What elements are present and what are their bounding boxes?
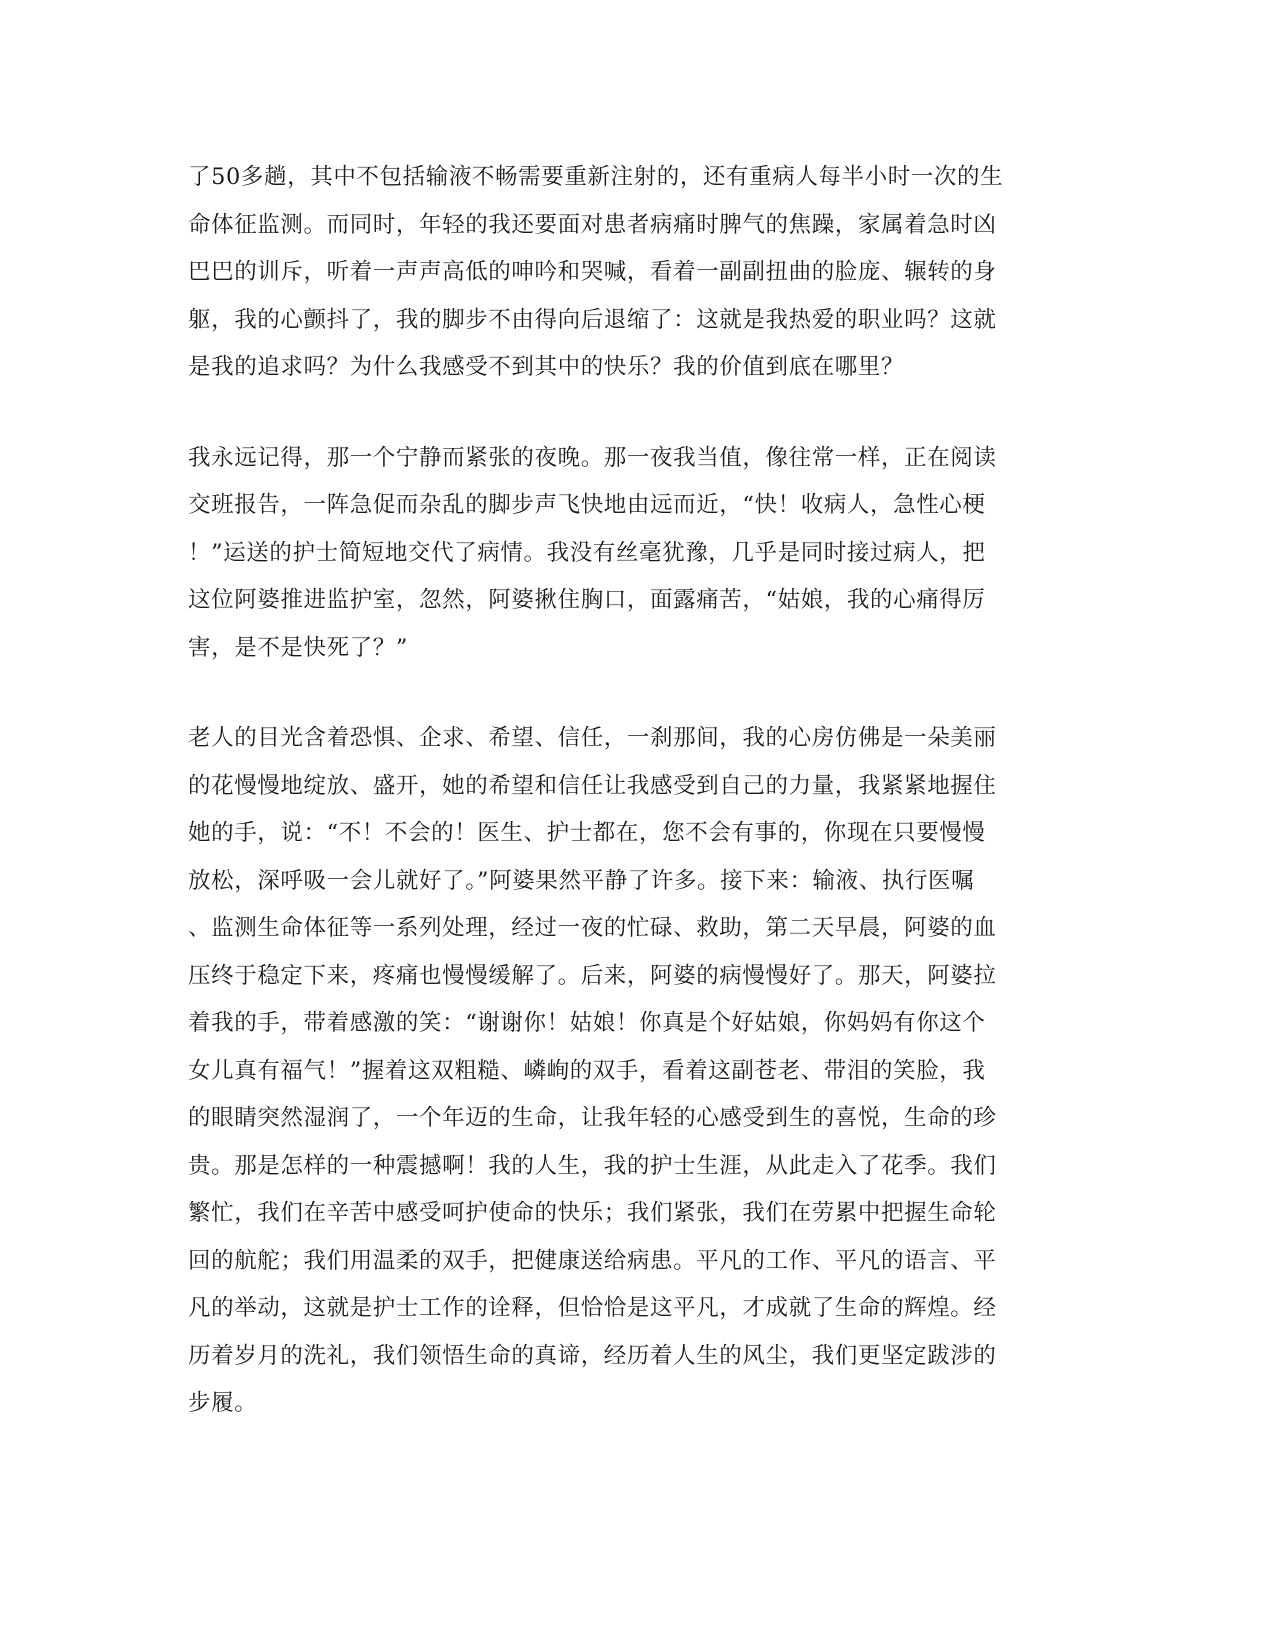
- text-line: 躯，我的心颤抖了，我的脚步不由得向后退缩了：这就是我热爱的职业吗？这就: [188, 306, 997, 333]
- text-line: 女儿真有福气！”握着这双粗糙、嶙峋的双手，看着这副苍老、带泪的笑脸，我: [188, 1057, 986, 1084]
- text-line: 的花慢慢地绽放、盛开，她的希望和信任让我感受到自己的力量，我紧紧地握住: [188, 772, 997, 799]
- text-line: 交班报告，一阵急促而杂乱的脚步声飞快地由远而近，“快！收病人，急性心梗: [188, 492, 986, 518]
- text-line: 历着岁月的洗礼，我们领悟生命的真谛，经历着人生的风尘，我们更坚定跋涉的: [188, 1342, 997, 1369]
- paragraph: [188, 154, 1028, 392]
- text-line: 繁忙，我们在辛苦中感受呵护使命的快乐；我们紧张，我们在劳累中把握生命轮: [188, 1200, 997, 1226]
- text-line: 贵。那是怎样的一种震撼啊！我的人生，我的护士生涯，从此走入了花季。我们: [188, 1152, 997, 1179]
- document-body: [188, 154, 1028, 1428]
- text-line: 老人的目光含着恐惧、企求、希望、信任，一刹那间，我的心房仿佛是一朵美丽: [188, 725, 997, 751]
- text-line: 她的手，说：“不！不会的！医生、护士都在，您不会有事的，你现在只要慢慢: [188, 820, 986, 846]
- paragraph: [188, 715, 1028, 1428]
- text-line: 凡的举动，这就是护士工作的诠释，但恰恰是这平凡，才成就了生命的辉煌。经: [188, 1295, 997, 1321]
- text-line: 了50多趟，其中不包括输液不畅需要重新注射的，还有重病人每半小时一次的生: [188, 164, 1004, 190]
- text-line: 巴巴的训斥，听着一声声高低的呻吟和哭喊，看着一副副扭曲的脸庞、辗转的身: [188, 259, 997, 285]
- text-line: 、监测生命体征等一系列处理，经过一夜的忙碌、救助，第二天早晨，阿婆的血: [188, 915, 997, 941]
- text-line: 这位阿婆推进监护室，忽然，阿婆揪住胸口，面露痛苦，“姑娘，我的心痛得厉: [188, 587, 986, 613]
- text-line: 回的航舵；我们用温柔的双手，把健康送给病患。平凡的工作、平凡的语言、平: [188, 1247, 997, 1274]
- text-line: 压终于稳定下来，疼痛也慢慢缓解了。后来，阿婆的病慢慢好了。那天，阿婆拉: [188, 962, 997, 989]
- text-line: 的眼睛突然湿润了，一个年迈的生命，让我年轻的心感受到生的喜悦，生命的珍: [188, 1105, 997, 1131]
- text-line: 步履。: [188, 1390, 258, 1416]
- text-line: 放松，深呼吸一会儿就好了。”阿婆果然平静了许多。接下来：输液、执行医嘱: [188, 867, 975, 894]
- text-line: 害，是不是快死了？”: [188, 634, 409, 661]
- text-line: 是我的追求吗？为什么我感受不到其中的快乐？我的价值到底在哪里？: [188, 354, 905, 380]
- text-line: 我永远记得，那一个宁静而紧张的夜晚。那一夜我当值，像往常一样，正在阅读: [188, 444, 997, 471]
- text-line: ！”运送的护士简短地交代了病情。我没有丝毫犹豫，几乎是同时接过病人，把: [188, 539, 986, 566]
- text-line: 命体征监测。而同时，年轻的我还要面对患者病痛时脾气的焦躁，家属着急时凶: [188, 211, 997, 238]
- paragraph: [188, 435, 1028, 673]
- text-line: 着我的手，带着感激的笑：“谢谢你！姑娘！你真是个好姑娘，你妈妈有你这个: [188, 1010, 986, 1036]
